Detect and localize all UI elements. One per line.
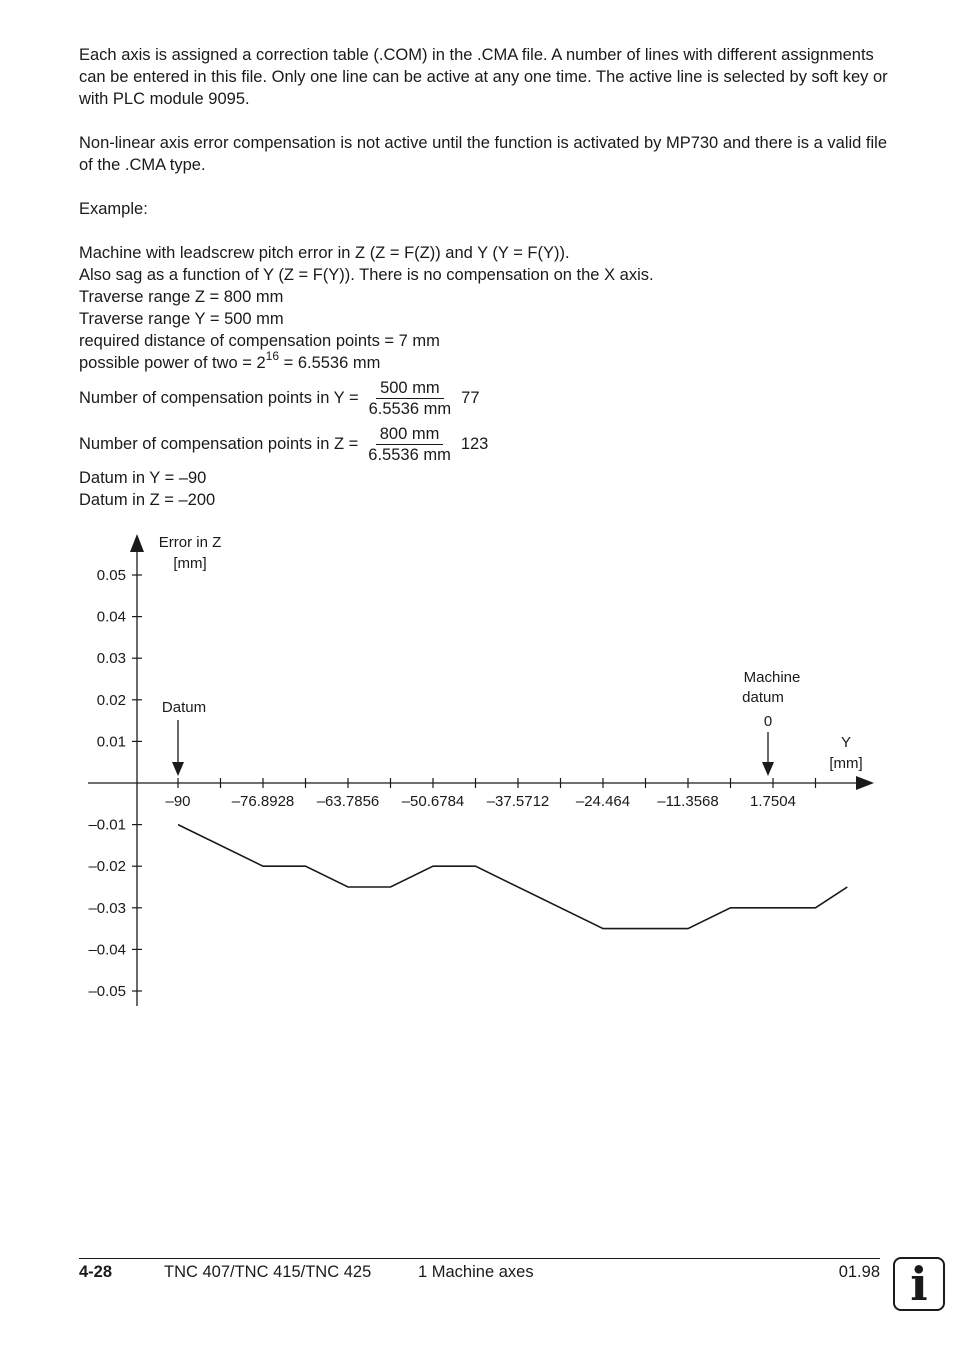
x-tick-label: –63.7856 [316,793,380,810]
product-name: TNC 407/TNC 415/TNC 425 [164,1263,372,1281]
page-footer [79,1258,880,1281]
example-label: Example: [79,200,148,218]
y-tick-label: –0.04 [88,941,126,959]
edition-date: 01.98 [838,1263,880,1281]
y-tick-label: 0.05 [96,567,126,584]
machine-datum-value: 0 [763,713,773,730]
example-line-1: Machine with leadscrew pitch error in Z (Z = F(Z)) and Y (Y = F(Y)). [79,244,570,262]
y-points-result: 77 [461,389,480,407]
x-axis-label-line1: Y [840,734,852,751]
body-text [79,44,899,511]
page-number: 4-28 [79,1263,113,1281]
example-line-3: Traverse range Z = 800 mm [79,288,284,306]
y-axis-arrow [130,534,144,552]
z-fraction: $\frac{800 mm}{6.5536 mm}$ [368,424,451,464]
error-series-line [178,825,847,929]
paragraph-correction-table: Each axis is assigned a correction table (.COM) in the .CMA file. A number of lines with different assignments can be entered in this file. Only one line can be active at any one time. The active line is selected by soft key or with PLC module 9095. [79,46,888,108]
error-chart [0,520,954,1020]
datum-arrow-head [172,762,184,776]
y-tick-label: 0.01 [96,733,126,751]
paragraph-activation: Non-linear axis error compensation is not active until the function is activated by MP730 and there is a valid file of the .CMA type. [79,134,888,174]
z-points-formula: Number of compensation points in Z = $\frac{800 mm}{6.5536 mm}$ 123 [79,424,489,464]
x-tick-label: –76.8928 [231,793,295,810]
example-line-5: required distance of compensation points = 7 mm [79,332,440,350]
y-axis-label-line1: Error in Z [158,534,222,551]
y-tick-label: –0.03 [88,899,126,917]
x-tick-label: –90 [165,793,191,810]
x-tick-label: 1.7504 [750,793,796,810]
x-tick-label: –37.5712 [486,793,550,810]
power-of-two-line: possible power of two = $2^{16} = 6.5536$ mm [79,349,381,372]
machine-datum-annotation-line1: Machine [743,669,801,686]
y-points-formula: Number of compensation points in Y = $\frac{500 mm}{6.5536 mm}$ 77 [79,378,480,418]
power-exponent: 16 [265,349,280,363]
datum-z-line: Datum in Z = –200 [79,491,216,509]
x-axis-label-line2: [mm] [829,755,863,772]
example-line-4: Traverse range Y = 500 mm [79,310,284,328]
y-tick-label: 0.03 [96,650,126,668]
datum-y-line: Datum in Y = –90 [79,469,207,487]
y-axis-label-line2: [mm] [173,555,207,572]
y-tick-label: –0.02 [88,858,126,876]
machine-datum-arrow-head [762,762,774,776]
y-tick-label: 0.02 [96,691,126,709]
section-title: 1 Machine axes [418,1263,534,1281]
datum-annotation: Datum [161,699,207,716]
y-tick-label: –0.01 [88,816,126,834]
z-points-result: 123 [460,435,489,453]
x-axis-arrow [856,776,874,790]
y-tick-label: 0.04 [96,608,126,626]
example-line-2: Also sag as a function of Y (Z = F(Y)). There is no compensation on the X axis. [79,266,654,284]
y-fraction: $\frac{500 mm}{6.5536 mm}$ [368,378,452,418]
machine-datum-annotation-line2: datum [742,689,784,706]
x-tick-label: –11.3568 [657,793,719,810]
info-icon: i [893,1257,945,1311]
y-tick-label: –0.05 [88,983,126,1000]
x-tick-label: –50.6784 [401,793,465,810]
x-tick-label: –24.464 [575,793,631,810]
